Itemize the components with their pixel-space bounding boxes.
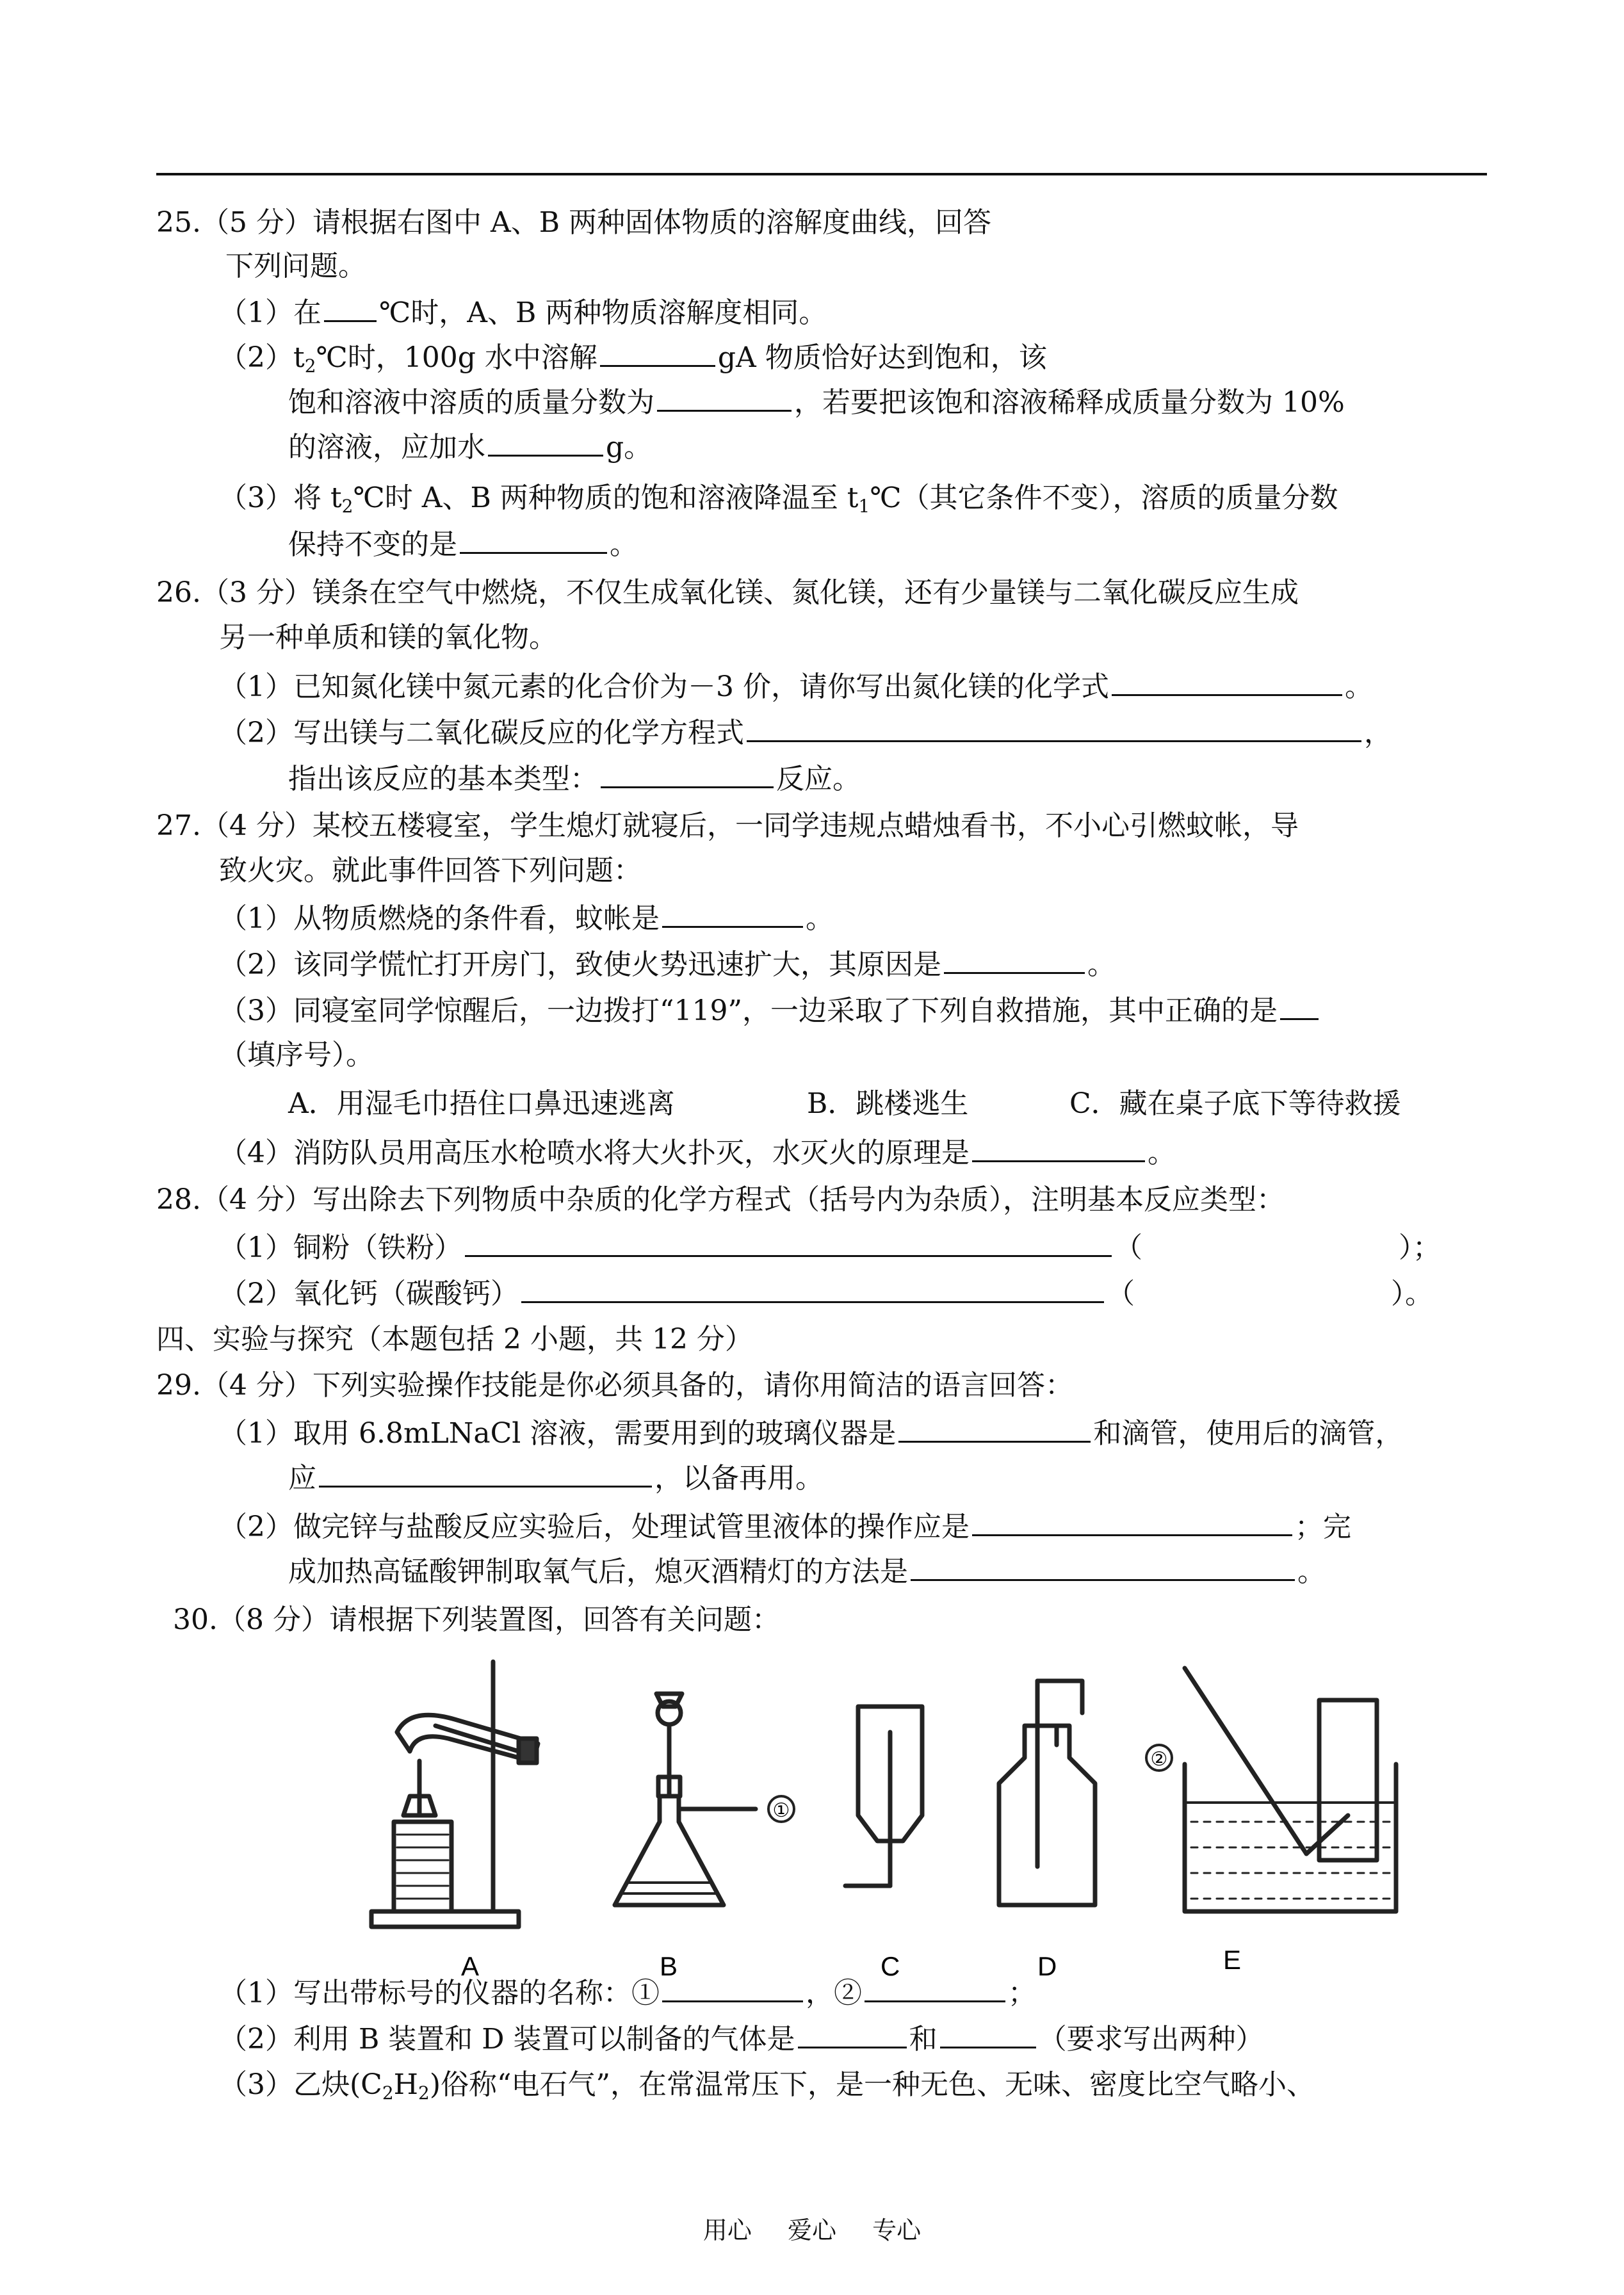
q28-part2: （2）氧化钙（碳酸钙） （ ）。 (219, 1273, 1433, 1313)
q29-blank-3[interactable] (972, 1506, 1292, 1536)
apparatus-e-trough (1185, 1668, 1396, 1911)
q29-part2-cont: 成加热高锰酸钾制取氧气后，熄灭酒精灯的方法是 。 (288, 1551, 1326, 1591)
footer-word-1: 用心 (702, 2216, 752, 2244)
q25-blank-4[interactable] (488, 426, 603, 457)
apparatus-a-stand (371, 1662, 538, 1927)
q26-part2: （2）写出镁与二氧化碳反应的化学方程式 ， (219, 712, 1392, 752)
label-a: A (461, 1951, 480, 1981)
label-d: D (1037, 1951, 1057, 1981)
q27-blank-3[interactable] (1280, 990, 1319, 1020)
q29-blank-1[interactable] (898, 1413, 1091, 1443)
q29-part1-cont: 应 ，以备再用。 (288, 1457, 824, 1498)
q27-intro-cont: 致火灾。就此事件回答下列问题： (219, 854, 642, 887)
q27-part4: （4）消防队员用高压水枪喷水将大火扑灭，水灭火的原理是 。 (219, 1132, 1176, 1172)
q30-blank-4[interactable] (940, 2018, 1036, 2048)
q26-blank-2[interactable] (747, 712, 1361, 742)
footer (0, 2210, 1624, 2246)
apparatus-d-bottle (999, 1681, 1095, 1905)
q25-intro: 25.（5 分）请根据右图中 A、B 两种固体物质的溶解度曲线，回答 (156, 206, 992, 239)
label-b: B (660, 1951, 678, 1981)
footer-word-3: 专心 (872, 2216, 922, 2244)
q26-intro-cont: 另一种单质和镁的氧化物。 (219, 621, 557, 654)
label-c: C (881, 1951, 900, 1981)
q26-blank-3[interactable] (601, 758, 774, 788)
q29-blank-4[interactable] (911, 1551, 1295, 1581)
q27-part3-cont: （填序号）。 (219, 1039, 374, 1071)
q27-part1: （1）从物质燃烧的条件看，蚊帐是 。 (219, 898, 834, 938)
q27-option-c: C．藏在桌子底下等待救援 (1069, 1087, 1401, 1120)
apparatus-b-flask (615, 1694, 756, 1905)
q25-part1: （1）在 ℃时，A、B 两种物质溶解度相同。 (219, 292, 827, 332)
q30-part2: （2）利用 B 装置和 D 装置可以制备的气体是 和 （要求写出两种） (219, 2018, 1264, 2059)
q25-part2: $(2)t_2℃$时，100g 水中溶解 gA 物质恰好达到饱和，该 (219, 337, 1047, 377)
apparatus-c-bottle (845, 1707, 922, 1886)
mark-2: ② (1150, 1748, 1168, 1771)
q27-option-a: A．用湿毛巾捂住口鼻迅速逃离 (288, 1087, 675, 1120)
q27-part3: （3）同寝室同学惊醒后，一边拨打“119”，一边采取了下列自救措施，其中正确的是 (219, 990, 1321, 1030)
label-e: E (1223, 1945, 1242, 1975)
q28-intro: 28.（4 分）写出除去下列物质中杂质的化学方程式（括号内为杂质），注明基本反应类型： (156, 1183, 1285, 1216)
q30-blank-1[interactable] (662, 1972, 803, 2002)
q26-part1: （1）已知氮化镁中氮元素的化合价为－3 价，请你写出氮化镁的化学式 。 (219, 666, 1373, 706)
q29-part1: （1）取用 6.8mLNaCl 溶液，需要用到的玻璃仪器是 和滴管，使用后的滴管， (219, 1413, 1403, 1453)
mark-1: ① (772, 1799, 790, 1822)
q25-part3: （3）将 $t_2℃$时 A、B 两种物质的饱和溶液降温至 $t_1℃$（其它条件不变），溶质的质量分数 (219, 482, 1338, 517)
q27-blank-1[interactable] (662, 898, 803, 928)
apparatus-figure (359, 1655, 1447, 1988)
q27-option-b: B．跳楼逃生 (807, 1087, 969, 1120)
footer-word-2: 爱心 (787, 2216, 836, 2244)
q25-part2-cont: 饱和溶液中溶质的质量分数为 ，若要把该饱和溶液稀释成质量分数为 10% (288, 382, 1345, 422)
section-4-heading: 四、实验与探究（本题包括 2 小题，共 12 分） (156, 1323, 753, 1356)
q28-part1: （1）铜粉（铁粉） （ ）； (219, 1227, 1441, 1267)
q25-blank-2[interactable] (600, 337, 715, 367)
q26-part2-cont: 指出该反应的基本类型： 反应。 (288, 758, 861, 799)
q25-blank-3[interactable] (657, 382, 792, 412)
q25-part3-cont: 保持不变的是 。 (288, 524, 638, 564)
q29-part2: （2）做完锌与盐酸反应实验后，处理试管里液体的操作应是 ；完 (219, 1506, 1351, 1546)
q30-blank-2[interactable] (865, 1972, 1005, 2002)
q25-blank-1[interactable] (324, 292, 377, 322)
q30-part3: （3）乙炔$(C_2H_2)$俗称“电石气”，在常温常压下，是一种无色、无味、密度比空气略小、 (219, 2068, 1315, 2104)
q29-intro: 29.（4 分）下列实验操作技能是你必须具备的，请你用简洁的语言回答： (156, 1369, 1073, 1402)
q30-part1: （1）写出带标号的仪器的名称：① ，② ； (219, 1972, 1036, 2013)
q26-intro: 26.（3 分）镁条在空气中燃烧，不仅生成氧化镁、氮化镁，还有少量镁与二氧化碳反应生成 (156, 576, 1299, 609)
q30-intro: 30.（8 分）请根据下列装置图，回答有关问题： (173, 1603, 780, 1636)
q29-blank-2[interactable] (319, 1457, 652, 1488)
q28-blank-2[interactable] (521, 1273, 1104, 1303)
q30-blank-3[interactable] (798, 2018, 907, 2048)
q27-part2: （2）该同学慌忙打开房门，致使火势迅速扩大，其原因是 。 (219, 944, 1116, 984)
q25-intro-cont: 下列问题。 (225, 250, 366, 282)
q28-blank-1[interactable] (465, 1227, 1112, 1257)
q26-blank-1[interactable] (1112, 666, 1342, 696)
q27-blank-4[interactable] (972, 1132, 1145, 1162)
q27-blank-2[interactable] (944, 944, 1085, 974)
header-rule (156, 173, 1487, 175)
q27-intro: 27.（4 分）某校五楼寝室，学生熄灯就寝后，一同学违规点蜡烛看书，不小心引燃蚊帐，导 (156, 809, 1299, 842)
q25-part2-cont2: 的溶液，应加水 g。 (288, 426, 652, 467)
q25-blank-5[interactable] (460, 524, 607, 554)
